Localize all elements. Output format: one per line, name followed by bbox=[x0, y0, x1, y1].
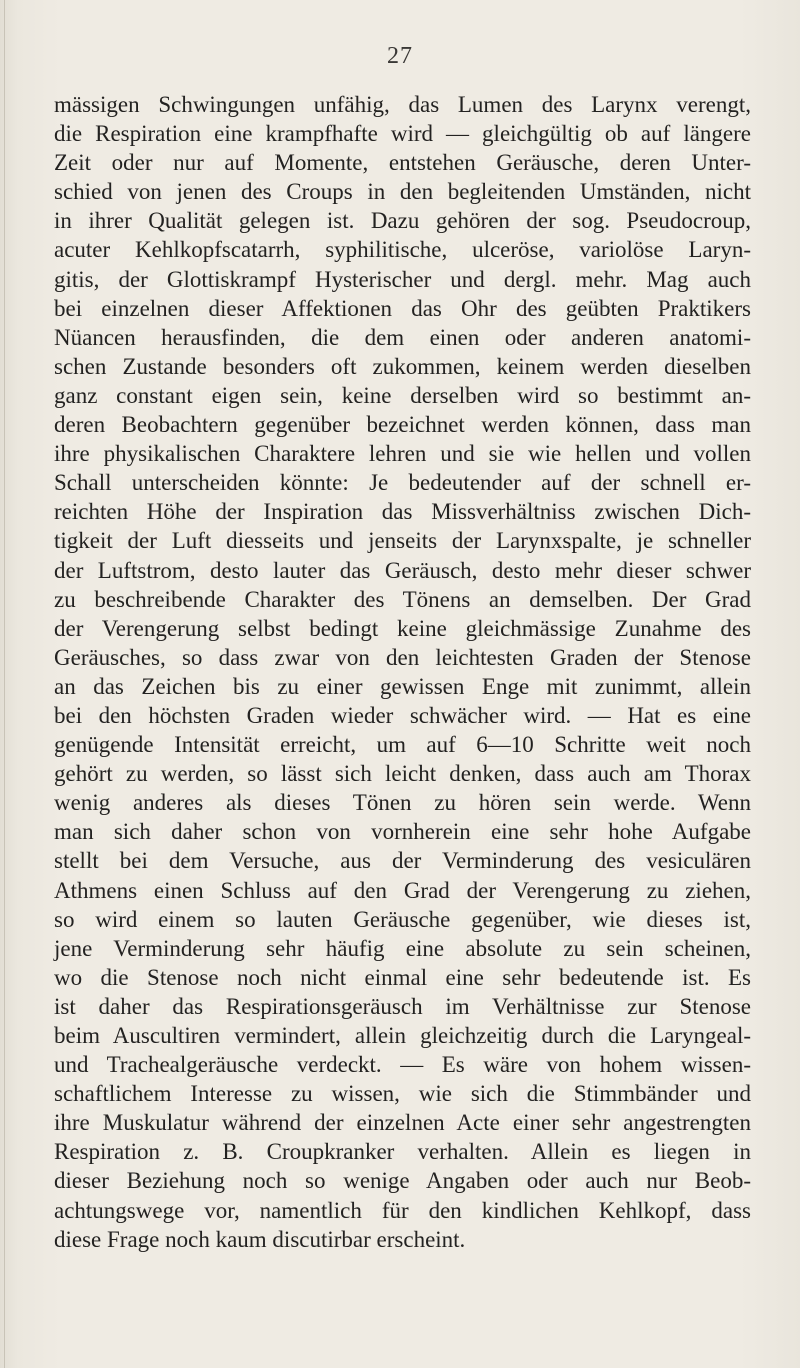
text-line: ihre Muskulatur während der einzelnen Acte einer sehr angestrengten bbox=[54, 1110, 751, 1136]
body-text bbox=[54, 90, 751, 1254]
text-line: zu beschreibende Charakter des Tönens an demselben. Der Grad bbox=[54, 586, 751, 612]
text-line: deren Beobachtern gegenüber bezeichnet werden können, dass man bbox=[54, 412, 751, 438]
text-line: acuter Kehlkopfscatarrh, syphilitische, ulceröse, variolöse Laryn- bbox=[54, 237, 751, 263]
text-line: gitis, der Glottiskrampf Hysterischer und dergl. mehr. Mag auch bbox=[54, 266, 751, 292]
text-line: diese Frage noch kaum discutirbar erscheint. bbox=[54, 1226, 466, 1252]
text-line: ganz constant eigen sein, keine derselben wird so bestimmt an- bbox=[54, 382, 751, 408]
text-line: so wird einem so lauten Geräusche gegenüber, wie dieses ist, bbox=[54, 906, 751, 932]
text-line: und Trachealgeräusche verdeckt. — Es wäre von hohem wissen- bbox=[54, 1052, 751, 1078]
text-line: Zeit oder nur auf Momente, entstehen Geräusche, deren Unter- bbox=[54, 150, 751, 176]
text-line: wo die Stenose noch nicht einmal eine sehr bedeutende ist. Es bbox=[54, 964, 751, 990]
text-line: Nüancen herausfinden, die dem einen oder anderen anatomi- bbox=[54, 324, 751, 350]
text-line: mässigen Schwingungen unfähig, das Lumen des Larynx verengt, bbox=[54, 92, 751, 117]
text-line: genügende Intensität erreicht, um auf 6—10 Schritte weit noch bbox=[54, 732, 751, 758]
text-line: Geräusches, so dass zwar von den leichtesten Graden der Stenose bbox=[54, 644, 751, 670]
text-line: der Luftstrom, desto lauter das Geräusch, desto mehr dieser schwer bbox=[54, 557, 751, 583]
text-line: reichten Höhe der Inspiration das Missverhältniss zwischen Dich- bbox=[54, 499, 751, 525]
text-line: gehört zu werden, so lässt sich leicht denken, dass auch am Thorax bbox=[54, 761, 751, 787]
text-line: achtungswege vor, namentlich für den kindlichen Kehlkopf, dass bbox=[54, 1197, 751, 1223]
text-line: Respiration z. B. Croupkranker verhalten. Allein es liegen in bbox=[54, 1139, 751, 1165]
text-line: bei einzelnen dieser Affektionen das Ohr des geübten Praktikers bbox=[54, 295, 751, 321]
text-line: schen Zustande besonders oft zukommen, keinem werden dieselben bbox=[54, 353, 751, 379]
text-line: beim Auscultiren vermindert, allein gleichzeitig durch die Laryngeal- bbox=[54, 1023, 751, 1048]
text-line: schied von jenen des Croups in den begleitenden Umständen, nicht bbox=[54, 179, 751, 205]
text-line: ist daher das Respirationsgeräusch im Verhältnisse zur Stenose bbox=[54, 993, 751, 1019]
text-line: die Respiration eine krampfhafte wird — gleichgültig ob auf längere bbox=[54, 121, 751, 147]
text-line: in ihrer Qualität gelegen ist. Dazu gehören der sog. Pseudocroup, bbox=[54, 208, 751, 234]
text-line: der Verengerung selbst bedingt keine gleichmässige Zunahme des bbox=[54, 615, 751, 641]
text-line: dieser Beziehung noch so wenige Angaben oder auch nur Beob- bbox=[54, 1168, 751, 1194]
text-line: wenig anderes als dieses Tönen zu hören sein werde. Wenn bbox=[54, 790, 751, 816]
text-line: jene Verminderung sehr häufig eine absolute zu sein scheinen, bbox=[54, 935, 751, 961]
page-edge-line bbox=[4, 0, 5, 1368]
text-line: ihre physikalischen Charaktere lehren und sie wie hellen und vollen bbox=[54, 441, 751, 467]
text-line: man sich daher schon von vornherein eine sehr hohe Aufgabe bbox=[54, 819, 751, 845]
page-number: 27 bbox=[387, 43, 413, 69]
text-line: an das Zeichen bis zu einer gewissen Enge mit zunimmt, allein bbox=[54, 673, 751, 699]
text-line: bei den höchsten Graden wieder schwächer wird. — Hat es eine bbox=[54, 702, 751, 728]
text-line: stellt bei dem Versuche, aus der Verminderung des vesiculären bbox=[54, 848, 751, 874]
text-line: Schall unterscheiden könnte: Je bedeutender auf der schnell er- bbox=[54, 470, 751, 496]
text-line: schaftlichem Interesse zu wissen, wie sich die Stimmbänder und bbox=[54, 1081, 751, 1107]
text-line: tigkeit der Luft diesseits und jenseits der Larynxspalte, je schneller bbox=[54, 528, 751, 554]
text-line: Athmens einen Schluss auf den Grad der Verengerung zu ziehen, bbox=[54, 877, 751, 903]
